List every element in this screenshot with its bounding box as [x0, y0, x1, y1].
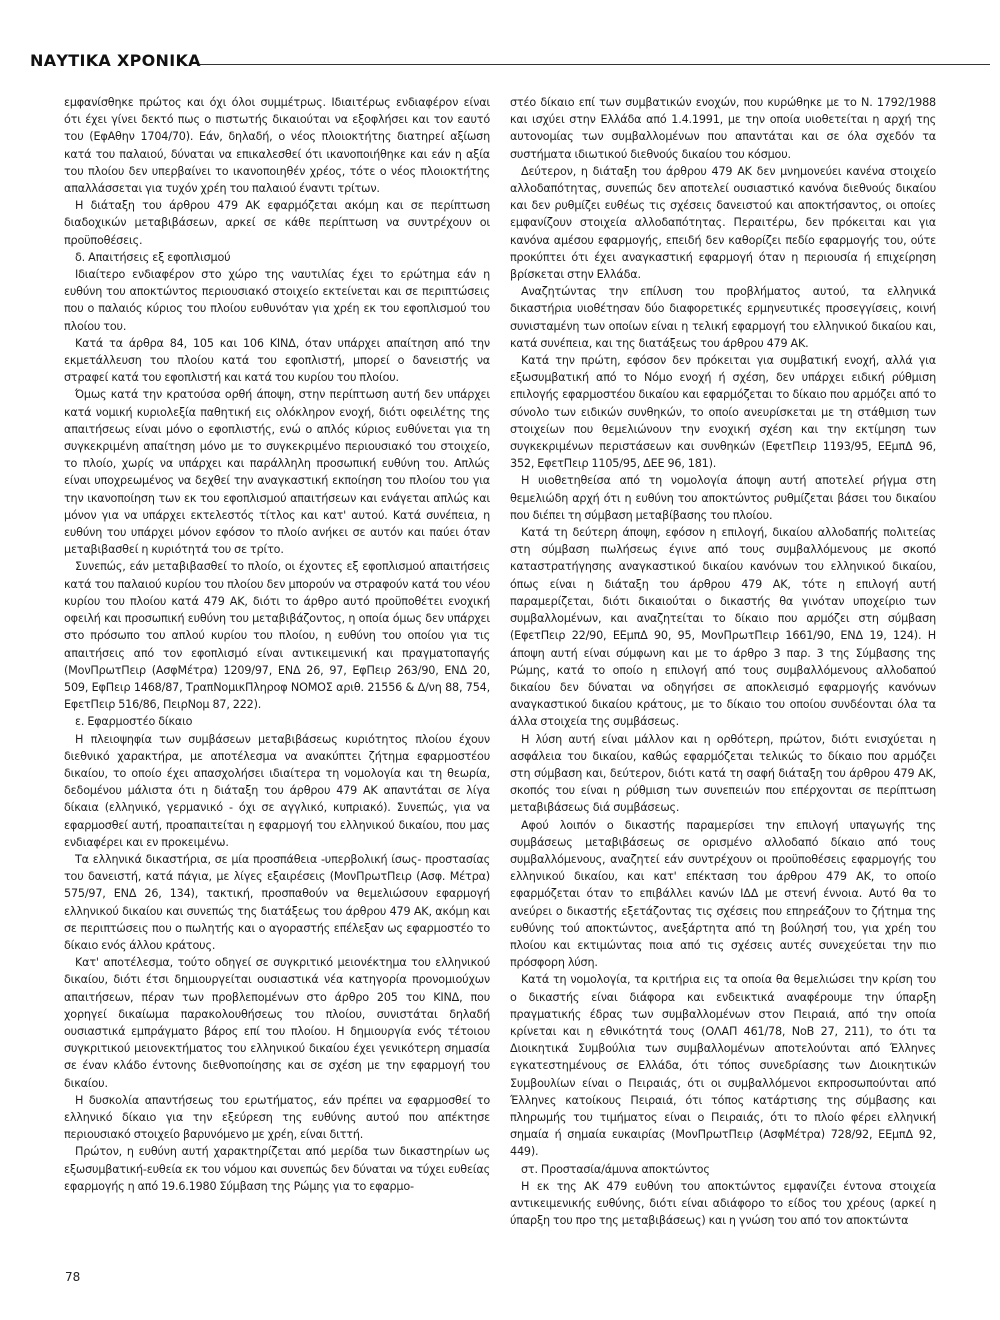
left-column-section-heading: ε. Εφαρμοστέο δίκαιο — [75, 715, 193, 729]
right-column-paragraph: Κατά τη δεύτερη άποψη, εφόσον η επιλογή, δικαίου αλλοδαπής πολιτείας στη σύμβαση πωλήσεως έγινε από τους συμβαλλόμενους με σκοπό καταστρατήγησης αναγκαστικού δικαίου κανόνων του ελληνικού δικαίου, όπως είναι η διάταξη του άρθρου 479 ΑΚ, τότε η επιλογή αυτή παραμερίζεται, διότι δικαιούται ο δικαστής θα γινόταν υποχείριο των συμβαλλομένων, και αναζητείται το δίκαιο που αρμόζει στη σύμβαση (ΕφετΠειρ 22/90, ΕΕμπΔ 90, 95, ΜονΠρωτΠειρ 1661/90, ΕΝΔ 19, 124). Η άποψη αυτή είναι σύμφωνη και με το άρθρο 3 παρ. 3 της Σύμβασης της Ρώμης, κατά το οποίο η επιλογή από τους συμβαλλόμενους αλλοδαπού δικαίου δεν δύναται να οδηγήσει σε αποκλεισμό εφαρμογής κανόνων αναγκαστικού δικαίου κράτους, με το δίκαιο του οποίου συνδέονται όλα τα άλλα στοιχεία της συμβάσεως. — [510, 526, 936, 729]
left-column-section-heading: δ. Απαιτήσεις εξ εφοπλισμού — [75, 250, 231, 264]
left-column-paragraph: Κατά τα άρθρα 84, 105 και 106 ΚΙΝΔ, όταν υπάρχει απαίτηση από την εκμετάλλευση του πλοίου κατά του εφοπλιστή, μπορεί ο δανειστής να στραφεί κατά του εφοπλιστή και κατά του κυρίου του πλοίου. — [64, 336, 490, 385]
right-column-paragraph: Η λύση αυτή είναι μάλλον και η ορθότερη, πρώτον, διότι ενισχύεται η ασφάλεια του δικαίου, καθώς εφαρμόζεται τελικώς το δίκαιο που αρμόζει στη σύμβαση και, δεύτερον, διότι κατά τη σαφή διάταξη του άρθρου 479 ΑΚ, σκοπός του είναι η ρύθμιση των συνεπειών που επέρχονται σε περίπτωση μεταβιβάσεως διά συμβάσεως. — [510, 732, 936, 815]
left-column — [64, 94, 490, 1195]
right-column-paragraph: Αφού λοιπόν ο δικαστής παραμερίσει την επιλογή υπαγωγής της συμβάσεως μεταβιβάσεως σε ορισμένο αλλοδαπό δίκαιο από τους συμβαλλόμενους, αναζητεί εάν συντρέχουν οι προϋποθέσεις εφαρμογής του ελληνικού δικαίου, και κατ' επέκταση του άρθρου 479 ΑΚ, το οποίο εφαρμόζεται όταν το επιβάλλει κανών ΙΔΔ με στενή έννοια. Αυτό θα το ανεύρει ο δικαστής εξετάζοντας τις σχέσεις που επηρεάζουν το ζήτημα της ευθύνης τού αποκτώντος, ανεξάρτητα από τη βούλησή του, για χρέη του πλοίου και εκτιμώντας ποια από τις σχέσεις αυτές συνεχεύεται την πιο πρόσφορη λύση. — [510, 818, 936, 970]
left-column-paragraph: Τα ελληνικά δικαστήρια, σε μία προσπάθεια -υπερβολική ίσως- προστασίας του δανειστή, κατά πάγια, με λίγες εξαιρέσεις (ΜονΠρωτΠειρ (Ασφ. Μέτρα) 575/97, ΕΝΔ 26, 134), τακτική, προσπαθούν να θεμελιώσουν εφαρμογή ελληνικού δικαίου και συνεπώς της διατάξεως του άρθρου 479 ΑΚ, ακόμη και σε περιπτώσεις που ο πωλητής και ο αγοραστής επέλεξαν ως εφαρμοστέο το δίκαιο ενός άλλου κράτους. — [64, 852, 490, 952]
right-column-section-heading: στ. Προστασία/άμυνα αποκτώντος — [521, 1162, 710, 1176]
left-column-paragraph: Συνεπώς, εάν μεταβιβασθεί το πλοίο, οι έχοντες εξ εφοπλισμού απαιτήσεις κατά του παλαιού κυρίου του πλοίου δεν μπορούν να στραφούν κατά του νέου κυρίου του πλοίου κατά 479 ΑΚ, διότι το άρθρο αυτό προϋποθέτει ενοχική οφειλή και προσωπική ευθύνη του μεταβιβάζοντος, η οποία όμως δεν υπάρχει στο πρόσωπο του απλού κυρίου του πλοίου, η ευθύνη του οποίου για τις απαιτήσεις από τον εφοπλισμό είναι αντικειμενική και πραγματοπαγής (ΜονΠρωτΠειρ (ΑσφΜέτρα) 1209/97, ΕΝΔ 26, 97, ΕφΠειρ 263/90, ΕΝΔ 20, 509, ΕφΠειρ 1468/87, ΤραπΝομικΠληροφ ΝΟΜΟΣ αριθ. 21556 & Δ/νη 88, 754, ΕφετΠειρ 516/86, ΠειρΝομ 87, 222). — [64, 560, 490, 712]
left-column-paragraph: Η πλειοψηφία των συμβάσεων μεταβιβάσεως κυριότητος πλοίου έχουν διεθνικό χαρακτήρα, με αποτέλεσμα να ανακύπτει ζήτημα εφαρμοστέου δικαίου, το οποίο έχει απασχολήσει ιδιαίτερα τη νομολογία και τη θεωρία, δεδομένου μάλιστα ότι η διάταξη του άρθρου 479 ΑΚ απαντάται σε λίγα δίκαια (ελληνικό, γερμανικό - όχι σε αγγλικό, κυπριακό). Συνεπώς, για να εφαρμοσθεί αυτή, προαπαιτείται η εφαρμογή του ελληνικού δικαίου, που μας ενδιαφέρει και εν προκειμένω. — [64, 732, 490, 849]
masthead — [30, 52, 990, 76]
masthead-rule — [200, 64, 990, 65]
page-number: 78 — [65, 1270, 81, 1284]
right-column-paragraph: Η υιοθετηθείσα από τη νομολογία άποψη αυτή αποτελεί ρήγμα στη θεμελιώδη αρχή ότι η ευθύνη του αποκτώντος ρυθμίζεται βάσει του δικαίου που διέπει τη σύμβαση μεταβίβασης του πλοίου. — [510, 474, 936, 522]
left-column-paragraph: Κατ' αποτέλεσμα, τούτο οδηγεί σε συγκριτικό μειονέκτημα του ελληνικού δικαίου, διότι έτσι δημιουργείται ουσιαστικά νέα κατηγορία προνομιούχων απαιτήσεων, πέραν των προβλεπομένων στο άρθρο 205 του ΚΙΝΔ, που χορηγεί δικαίωμα παρακολουθήσεως του πλοίου, συνιστάται δηλαδή ουσιαστικά εμπράγματο βάρος επί του πλοίου. Η δημιουργία ενός τέτοιου συγκριτικού μειονεκτήματος του ελληνικού δικαίου έχει γενικότερη σημασία σε έναν κλάδο έντονης διεθνοποίησης και σε σχέση με την εφαρμογή του δικαίου. — [64, 956, 490, 1090]
left-column-paragraph: εμφανίσθηκε πρώτος και όχι όλοι συμμέτρως. Ιδιαιτέρως ενδιαφέρον είναι ότι έχει γίνει δεκτό πως ο πιστωτής δικαιούται να εξοφλήσει και τον εαυτό του (ΕφΑθην 1704/70). Εάν, δηλαδή, ο νέος πλοιοκτήτης διατηρεί αξίωση κατά του παλαιού, δύναται να επικαλεσθεί ότι ικανοποιήθηκε και εάν η αξία του πλοίου δεν υπερβαίνει το ικανοποιηθέν χρέος, τότε ο νέος πλοιοκτήτης απαλλάσσεται για τυχόν χρέη του παλαιού έναντι τρίτων. — [64, 96, 490, 196]
right-column-paragraph: Η εκ της ΑΚ 479 ευθύνη του αποκτώντος εμφανίζει έντονα στοιχεία αντικειμενικής ευθύνης, διότι είναι αδιάφορο το είδος του χρέους (αρκεί η ύπαρξη του προ της μεταβιβάσεως) και η γνώση του από τον αποκτώντα — [510, 1179, 936, 1228]
right-column-paragraph: Αναζητώντας την επίλυση του προβλήματος αυτού, τα ελληνικά δικαστήρια υιοθέτησαν δύο διαφορετικές ερμηνευτικές προσεγγίσεις, κοινή συνισταμένη των οποίων είναι η τελική εφαρμογή του ελληνικού δικαίου και, κατά συνέπεια, και της διατάξεως του άρθρου 479 ΑΚ. — [510, 285, 936, 350]
right-column-paragraph: Δεύτερον, η διάταξη του άρθρου 479 ΑΚ δεν μνημονεύει κανένα στοιχείο αλλοδαπότητας, συνεπώς δεν αποτελεί ουσιαστικό κανόνα διεθνούς δικαίου και δεν ρυθμίζει ευθέως τις σχέσεις δανειστού και αποκτήσαντος, οι οποίες εμφανίζουν στοιχεία αλλοδαπότητας. Περαιτέρω, δεν πρόκειται και για κανόνα αμέσου εφαρμογής, επειδή δεν καθορίζει πεδίο εφαρμογής του, ούτε προκύπτει ότι έχει αναγκαστική εφαρμογή όταν η περιουσία ή επιχείρηση βρίσκεται στην Ελλάδα. — [510, 164, 936, 282]
right-column — [510, 94, 936, 1229]
left-column-paragraph: Πρώτον, η ευθύνη αυτή χαρακτηρίζεται από μερίδα των δικαστηρίων ως εξωσυμβατική-ευθεία εκ του νόμου και συνεπώς δεν δύναται να τύχει ευθείας εφαρμογής η από 19.6.1980 Σύμβαση της Ρώμης για το εφαρμο- — [64, 1145, 490, 1193]
left-column-paragraph: Η διάταξη του άρθρου 479 ΑΚ εφαρμόζεται ακόμη και σε περίπτωση διαδοχικών μεταβιβάσεων, αρκεί σε κάθε περίπτωση να συντρέχουν οι προϋποθέσεις. — [64, 199, 490, 247]
left-column-paragraph: Η δυσκολία απαντήσεως του ερωτήματος, εάν πρέπει να εφαρμοσθεί το ελληνικό δίκαιο για την εξεύρεση της ευθύνης αυτού που απέκτησε περιουσιακό στοιχείο βαρυνόμενο με χρέη, είναι διττή. — [64, 1093, 490, 1142]
right-column-paragraph: Κατά την πρώτη, εφόσον δεν πρόκειται για συμβατική ενοχή, αλλά για εξωσυμβατική από το Νόμο ενοχή ή σχέση, δεν υπάρχει ειδική ρύθμιση επιλογής εφαρμοστέου δικαίου και εφαρμόζεται το δίκαιο που αρμόζει από το σύνολο των ειδικών συνθηκών, το οποίο ανευρίσκεται με τη στάθμιση των στοιχείων που θεμελιώνουν την ενοχική σχέση και την εκτίμηση των συγκεκριμένων περιστάσεων και συνθηκών (ΕφετΠειρ 1193/95, ΕΕμπΔ 96, 352, ΕφετΠειρ 1105/95, ΔΕΕ 96, 181). — [510, 354, 936, 471]
right-column-paragraph: Κατά τη νομολογία, τα κριτήρια εις τα οποία θα θεμελιώσει την κρίση του ο δικαστής είναι διάφορα και ενδεικτικά αναφέρουμε την ύπαρξη πραγματικής έδρας των συμβαλλομένων στον Πειραιά, από την οποία κρίνεται και η εθνικότητά τους (ΟΛΑΠ 461/78, ΝοΒ 27, 211), το ότι τα Διοικητικά Συμβούλια των συμβαλλομένων αποτελούνται από Έλληνες εγκατεστημένους σε Ελλάδα, ότι τόπος συνεδρίασης των Διοικητικών Συμβουλίων είναι ο Πειραιάς, ότι οι συμβαλλόμενοι εκπροσωπούνται από Έλληνες κατοίκους Πειραιά, ότι τόπος κατάρτισης της σύμβασης και πληρωμής του τιμήματος είναι ο Πειραιάς, ότι το πλοίο φέρει ελληνική σημαία ή σημαία ευκαιρίας (ΜονΠρωτΠειρ (ΑσφΜέτρα) 728/92, ΕΕμπΔ 92, 449). — [510, 973, 936, 1159]
right-column-paragraph: στέο δίκαιο επί των συμβατικών ενοχών, που κυρώθηκε με το Ν. 1792/1988 και ισχύει στην Ελλάδα από 1.4.1991, με την οποία υιοθετείται η αρχή της αυτονομίας των συμβαλλομένων που απαντάται και σε όλα σχεδόν τα συστήματα ιδιωτικού διεθνούς δικαίου του κόσμου. — [510, 96, 936, 161]
left-column-paragraph: Όμως κατά την κρατούσα ορθή άποψη, στην περίπτωση αυτή δεν υπάρχει κατά νομική κυριολεξία παθητική εις ολόκληρον ενοχή, διότι οφειλέτης της απαιτήσεως είναι μόνο ο εφοπλιστής, ενώ ο απλός κύριος ευθύνεται για τη συγκεκριμένη απαίτηση μόνο με το συγκεκριμένο περιουσιακό του στοιχείο, το πλοίο, χωρίς να υπάρχει και παράλληλη προσωπική ευθύνη του. Απλώς είναι υποχρεωμένος να δεχθεί την αναγκαστική εκποίηση του πλοίου του για την ικανοποίηση των εκ του εφοπλισμού απαιτήσεων και ενάγεται απλώς και μόνον για να υπάρχει εκτελεστός τίτλος και κατ' αυτού. Κατά συνέπεια, η ευθύνη του υπάρχει μόνον εφόσον το πλοίο ανήκει σε αυτόν και παύει όταν μεταβιβασθεί η κυριότητά του σε τρίτο. — [64, 388, 490, 557]
publication-title: ΝΑΥΤΙΚΑ ΧΡΟΝΙΚΑ — [30, 51, 201, 70]
left-column-paragraph: Ιδιαίτερο ενδιαφέρον στο χώρο της ναυτιλίας έχει το ερώτημα εάν η ευθύνη του αποκτώντος περιουσιακό στοιχείο εκτείνεται και σε περιπτώσεις που ο παλαιός κύριος του πλοίου ευθυνόταν για χρέη εκ του εφοπλισμού του πλοίου του. — [64, 268, 490, 333]
